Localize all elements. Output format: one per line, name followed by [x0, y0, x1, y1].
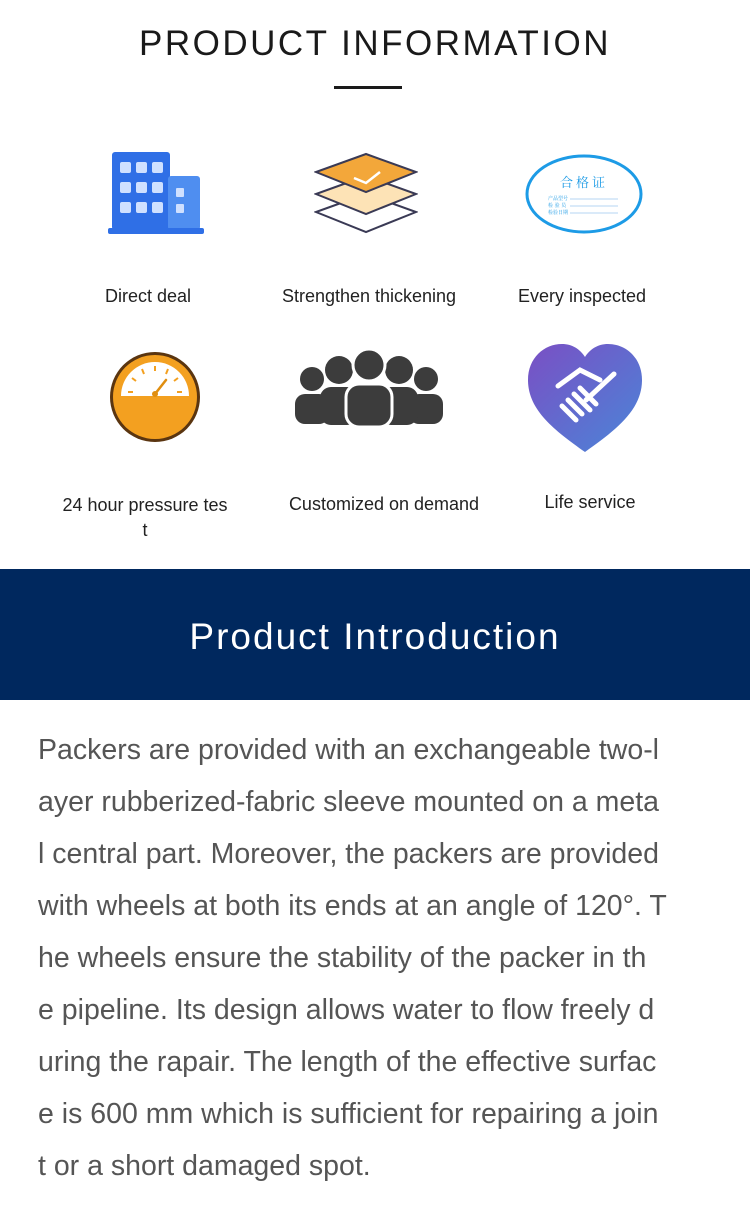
- intro-line: Packers are provided with an exchangeable two-l: [38, 734, 660, 766]
- certificate-field-3: 检验日期: [548, 210, 569, 216]
- feature-label-customized-on-demand: Customized on demand: [288, 494, 480, 514]
- feature-label-every-inspected: Every inspected: [517, 286, 647, 306]
- page-title: PRODUCT INFORMATION: [138, 24, 612, 63]
- intro-line: he wheels ensure the stability of the packer in th: [38, 942, 647, 974]
- feature-label-24-hour-pressure-test-line-1: 24 hour pressure tes: [62, 495, 228, 515]
- layers-icon: [314, 150, 418, 236]
- intro-line: ayer rubberized-fabric sleeve mounted on a meta: [38, 786, 660, 818]
- product-introduction-banner: [0, 569, 750, 700]
- title-underline: [334, 86, 402, 89]
- introduction-text: [38, 724, 708, 1192]
- intro-line: l central part. Moreover, the packers are provided: [38, 838, 659, 870]
- feature-label-direct-deal: Direct deal: [104, 286, 192, 306]
- feature-label-24-hour-pressure-test-line-2: t: [142, 520, 148, 540]
- people-icon: [292, 348, 446, 428]
- intro-line: e pipeline. Its design allows water to flow freely d: [38, 994, 655, 1026]
- certificate-field-2: 检 验 员: [548, 203, 567, 209]
- pressure-gauge-icon: [108, 350, 202, 444]
- certificate-icon: [524, 153, 644, 235]
- intro-line: uring the rapair. The length of the effective surfac: [38, 1046, 657, 1078]
- intro-line: with wheels at both its ends at an angle of 120°. T: [38, 890, 667, 922]
- feature-label-life-service: Life service: [544, 492, 636, 512]
- intro-line: t or a short damaged spot.: [38, 1150, 371, 1182]
- feature-label-strengthen-thickening: Strengthen thickening: [281, 286, 457, 306]
- intro-line: e is 600 mm which is sufficient for repairing a join: [38, 1098, 659, 1130]
- banner-title: Product Introduction: [189, 616, 561, 657]
- certificate-title: 合格证: [559, 176, 609, 191]
- building-icon: [108, 150, 204, 236]
- handshake-heart-icon: [524, 340, 646, 456]
- certificate-field-1: 产品型号: [548, 196, 569, 202]
